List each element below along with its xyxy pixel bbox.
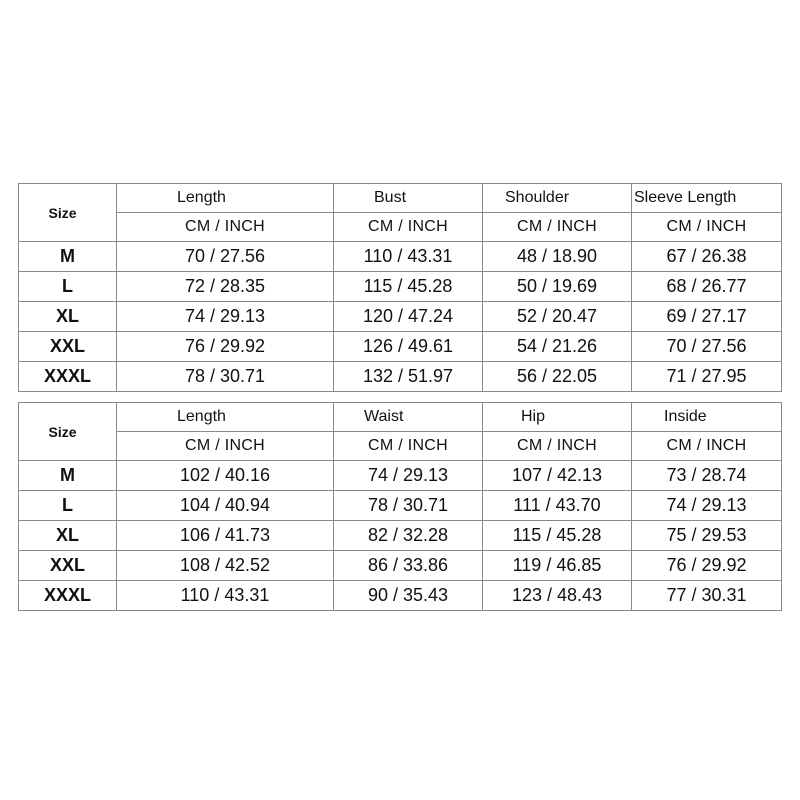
column-header-waist: Waist (334, 403, 483, 432)
length-value: 104 / 40.94 (117, 491, 334, 521)
column-header-length: Length (117, 403, 334, 432)
inside-value: 77 / 30.31 (632, 581, 782, 611)
bust-value: 132 / 51.97 (334, 362, 483, 392)
column-header-hip: Hip (483, 403, 632, 432)
length-value: 72 / 28.35 (117, 272, 334, 302)
length-value: 74 / 29.13 (117, 302, 334, 332)
table-unit-row (19, 432, 782, 461)
size-cell: M (19, 242, 117, 272)
inside-value: 74 / 29.13 (632, 491, 782, 521)
table-row (19, 491, 782, 521)
table-row (19, 521, 782, 551)
size-chart-top-table (18, 183, 782, 392)
inside-value: 76 / 29.92 (632, 551, 782, 581)
shoulder-value: 50 / 19.69 (483, 272, 632, 302)
shoulder-value: 52 / 20.47 (483, 302, 632, 332)
size-chart-bottom-table (18, 402, 782, 611)
size-cell: L (19, 272, 117, 302)
table-row (19, 551, 782, 581)
waist-value: 82 / 32.28 (334, 521, 483, 551)
length-value: 102 / 40.16 (117, 461, 334, 491)
column-header-shoulder: Shoulder (483, 184, 632, 213)
hip-value: 107 / 42.13 (483, 461, 632, 491)
unit-label: CM / INCH (334, 213, 483, 242)
column-header-bust: Bust (334, 184, 483, 213)
unit-label: CM / INCH (483, 213, 632, 242)
unit-label: CM / INCH (117, 432, 334, 461)
table-row (19, 332, 782, 362)
table-unit-row (19, 213, 782, 242)
inside-value: 75 / 29.53 (632, 521, 782, 551)
column-header-sleeve-length: Sleeve Length (632, 184, 782, 213)
size-header: Size (19, 184, 117, 242)
size-cell: XXL (19, 332, 117, 362)
inside-value: 73 / 28.74 (632, 461, 782, 491)
unit-label: CM / INCH (334, 432, 483, 461)
size-cell: XXL (19, 551, 117, 581)
length-value: 106 / 41.73 (117, 521, 334, 551)
bust-value: 110 / 43.31 (334, 242, 483, 272)
table-header-row (19, 184, 782, 213)
sleeve-value: 71 / 27.95 (632, 362, 782, 392)
shoulder-value: 54 / 21.26 (483, 332, 632, 362)
unit-label: CM / INCH (483, 432, 632, 461)
length-value: 108 / 42.52 (117, 551, 334, 581)
unit-label: CM / INCH (632, 213, 782, 242)
table-row (19, 272, 782, 302)
hip-value: 119 / 46.85 (483, 551, 632, 581)
size-cell: L (19, 491, 117, 521)
size-cell: M (19, 461, 117, 491)
unit-label: CM / INCH (117, 213, 334, 242)
hip-value: 111 / 43.70 (483, 491, 632, 521)
bust-value: 120 / 47.24 (334, 302, 483, 332)
size-cell: XXXL (19, 362, 117, 392)
table-row (19, 362, 782, 392)
table-row (19, 302, 782, 332)
waist-value: 90 / 35.43 (334, 581, 483, 611)
length-value: 70 / 27.56 (117, 242, 334, 272)
sleeve-value: 68 / 26.77 (632, 272, 782, 302)
table-row (19, 581, 782, 611)
hip-value: 115 / 45.28 (483, 521, 632, 551)
hip-value: 123 / 48.43 (483, 581, 632, 611)
table-header-row (19, 403, 782, 432)
shoulder-value: 48 / 18.90 (483, 242, 632, 272)
size-header: Size (19, 403, 117, 461)
table-row (19, 461, 782, 491)
length-value: 76 / 29.92 (117, 332, 334, 362)
column-header-inside: Inside (632, 403, 782, 432)
length-value: 110 / 43.31 (117, 581, 334, 611)
size-cell: XL (19, 521, 117, 551)
column-header-length: Length (117, 184, 334, 213)
shoulder-value: 56 / 22.05 (483, 362, 632, 392)
sleeve-value: 67 / 26.38 (632, 242, 782, 272)
bust-value: 126 / 49.61 (334, 332, 483, 362)
table-row (19, 242, 782, 272)
unit-label: CM / INCH (632, 432, 782, 461)
size-cell: XL (19, 302, 117, 332)
bust-value: 115 / 45.28 (334, 272, 483, 302)
waist-value: 74 / 29.13 (334, 461, 483, 491)
length-value: 78 / 30.71 (117, 362, 334, 392)
sleeve-value: 69 / 27.17 (632, 302, 782, 332)
waist-value: 78 / 30.71 (334, 491, 483, 521)
size-cell: XXXL (19, 581, 117, 611)
waist-value: 86 / 33.86 (334, 551, 483, 581)
sleeve-value: 70 / 27.56 (632, 332, 782, 362)
